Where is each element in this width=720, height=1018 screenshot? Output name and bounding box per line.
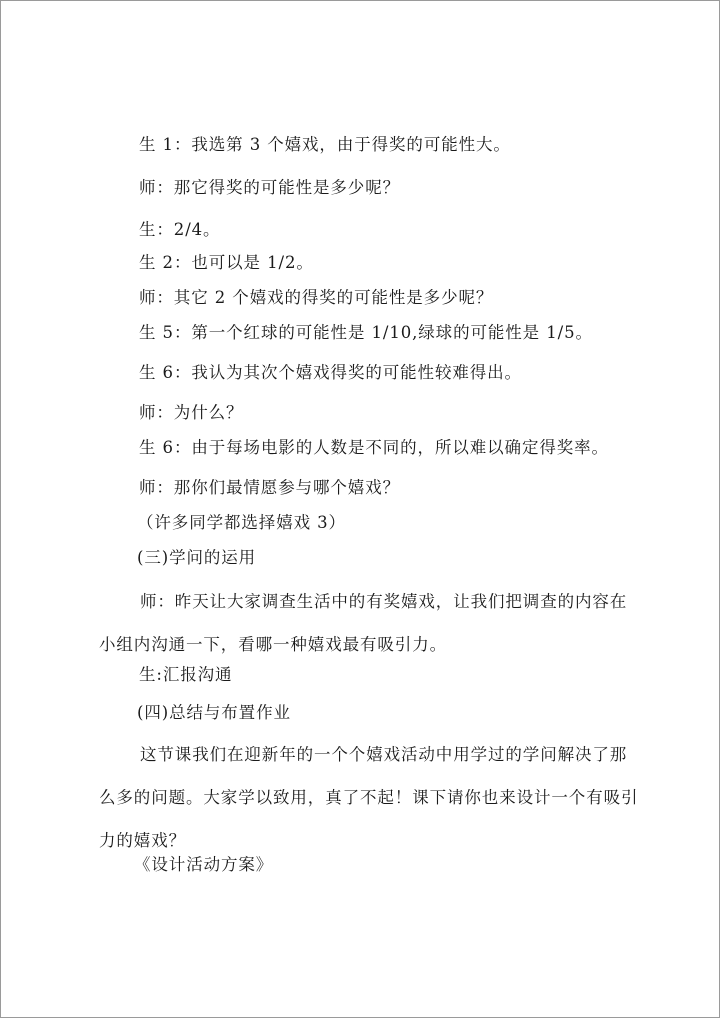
dialogue-line: 生 2：也可以是 1/2。 xyxy=(139,253,314,272)
dialogue-line: 师：那你们最情愿参与哪个嬉戏？ xyxy=(139,478,400,497)
dialogue-line: 师：为什么？ xyxy=(139,403,244,422)
dialogue-line: 生 6：我认为其次个嬉戏得奖的可能性较难得出。 xyxy=(139,363,522,382)
paragraph: 师：昨天让大家调查生活中的有奖嬉戏，让我们把调查的内容在小组内沟通一下，看哪一种嬉戏最有吸引力。 xyxy=(99,592,628,654)
dialogue-line: 生 5：第一个红球的可能性是 1/10,绿球的可能性是 1/5。 xyxy=(139,323,593,342)
dialogue-line: 师：其它 2 个嬉戏的得奖的可能性是多少呢？ xyxy=(139,288,494,307)
document-title-reference: 《设计活动方案》 xyxy=(134,855,274,874)
dialogue-line: 师：那它得奖的可能性是多少呢？ xyxy=(139,178,400,197)
section-heading: (三)学问的运用 xyxy=(137,548,257,567)
dialogue-line: 生:汇报沟通 xyxy=(139,665,233,684)
dialogue-line: 生 6：由于每场电影的人数是不同的，所以难以确定得奖率。 xyxy=(139,438,609,457)
section-heading: (四)总结与布置作业 xyxy=(137,703,291,722)
paragraph: 这节课我们在迎新年的一个个嬉戏活动中用学过的学问解决了那么多的问题。大家学以致用，真了不起！课下请你也来设计一个有吸引力的嬉戏？ xyxy=(99,745,639,850)
dialogue-line: 生：2/4。 xyxy=(139,220,221,239)
dialogue-line: 生 1：我选第 3 个嬉戏，由于得奖的可能性大。 xyxy=(139,135,511,154)
class-note: （许多同学都选择嬉戏 3） xyxy=(137,513,346,532)
